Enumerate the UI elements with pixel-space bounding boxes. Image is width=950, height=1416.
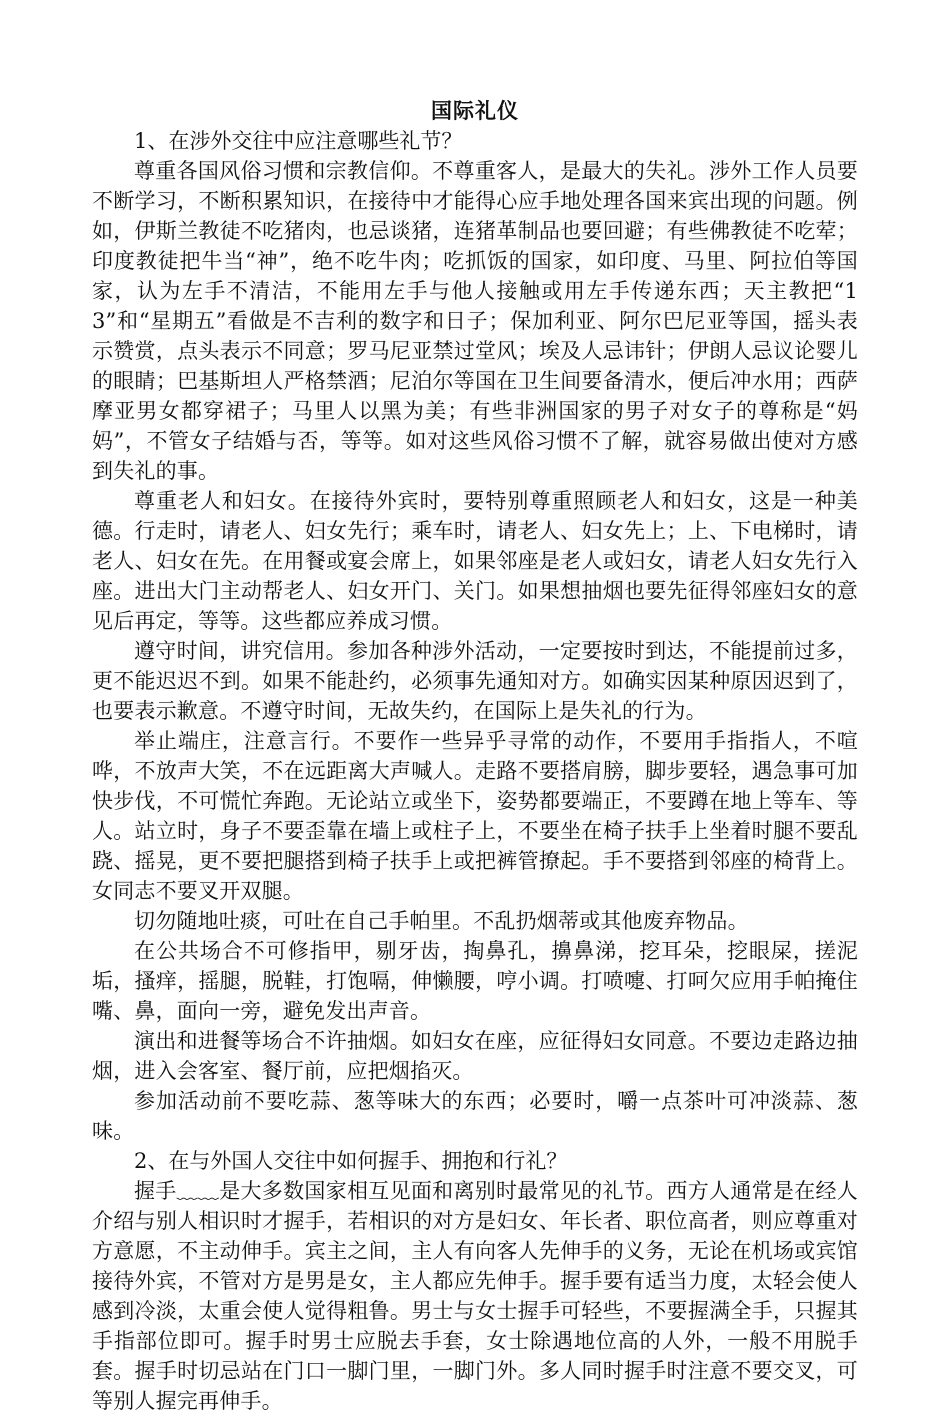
section-1-paragraph: 遵守时间，讲究信用。参加各种涉外活动，一定要按时到达，不能提前过多，更不能迟迟不到。如果不能赴约，必须事先通知对方。如确实因某种原因迟到了，也要表示歉意。不遵守时间，无故失约，在国际上是失礼的行为。 <box>92 639 858 723</box>
section-1-paragraph: 在公共场合不可修指甲，剔牙齿，掏鼻孔，擤鼻涕，挖耳朵，挖眼屎，搓泥垢，搔痒，摇腿，脱鞋，打饱嗝，伸懒腰，哼小调。打喷嚏、打呵欠应用手帕掩住嘴、鼻，面向一旁，避免发出声音。 <box>92 939 858 1023</box>
document-title: 国际礼仪 <box>431 98 519 123</box>
section-1-paragraph: 切勿随地吐痰，可吐在自己手帕里。不乱扔烟蒂或其他废弃物品。 <box>134 909 749 933</box>
section-1-paragraph: 举止端庄，注意言行。不要作一些异乎寻常的动作，不要用手指指人，不喧哗，不放声大笑，不在远距离大声喊人。走路不要搭肩膀，脚步要轻，遇急事可加快步伐，不可慌忙奔跑。无论站立或坐下，姿势都要端正，不要蹲在地上等车、等人。站立时，身子不要歪靠在墙上或柱子上，不要坐在椅子扶手上坐着时腿不要乱跷、摇晃，更不要把腿搭到椅子扶手上或把裤管撩起。手不要搭到邻座的椅背上。女同志不要叉开双腿。 <box>92 729 858 903</box>
section-1-paragraph: 尊重各国风俗习惯和宗教信仰。不尊重客人，是最大的失礼。涉外工作人员要不断学习，不断积累知识，在接待中才能得心应手地处理各国来宾出现的问题。例如，伊斯兰教徒不吃猪肉，也忌谈猪，连猪革制品也要回避；有些佛教徒不吃荤；印度教徒把牛当“神”，绝不吃牛肉；吃抓饭的国家，如印度、马里、阿拉伯等国家，认为左手不清洁，不能用左手与他人接触或用左手传递东西；天主教把“13”和“星期五”看做是不吉利的数字和日子；保加利亚、阿尔巴尼亚等国，摇头表示赞赏，点头表示不同意；罗马尼亚禁过堂风；埃及人忌讳针；伊朗人忌议论婴儿的眼睛；巴基斯坦人严格禁酒；尼泊尔等国在卫生间要备清水，便后冲水用；西萨摩亚男女都穿裙子；马里人以黑为美；有些非洲国家的男子对女子的尊称是“妈妈”，不管女子结婚与否，等等。如对这些风俗习惯不了解，就容易做出使对方感到失礼的事。 <box>92 159 858 483</box>
section-1-paragraph: 尊重老人和妇女。在接待外宾时，要特别尊重照顾老人和妇女，这是一种美德。行走时，请老人、妇女先行；乘车时，请老人、妇女先上；上、下电梯时，请老人、妇女在先。在用餐或宴会席上，如果邻座是老人或妇女，请老人妇女先行入座。进出大门主动帮老人、妇女开门、关门。如果想抽烟也要先征得邻座妇女的意见后再定，等等。这些都应养成习惯。 <box>92 489 858 633</box>
section-1-paragraph: 演出和进餐等场合不许抽烟。如妇女在座，应征得妇女同意。不要边走路边抽烟，进入会客室、餐厅前，应把烟掐灭。 <box>92 1029 858 1083</box>
section-1-heading: 1、在涉外交往中应注意哪些礼节？ <box>134 129 463 153</box>
section-1-paragraph: 参加活动前不要吃蒜、葱等味大的东西；必要时，嚼一点茶叶可冲淡蒜、葱味。 <box>92 1089 858 1143</box>
document-page <box>92 96 858 1416</box>
section-2-heading: 2、在与外国人交往中如何握手、拥抱和行礼？ <box>134 1149 568 1173</box>
section-2-paragraph: 握手﹏﹏是大多数国家相互见面和离别时最常见的礼节。西方人通常是在经人介绍与别人相识时才握手，若相识的对方是妇女、年长者、职位高者，则应尊重对方意愿，不主动伸手。宾主之间，主人有向客人先伸手的义务，无论在机场或宾馆接待外宾，不管对方是男是女，主人都应先伸手。握手要有适当力度，太轻会使人感到冷淡，太重会使人觉得粗鲁。男士与女士握手可轻些，不要握满全手，只握其手指部位即可。握手时男士应脱去手套，女士除遇地位高的人外，一般不用脱手套。握手时切忌站在门口一脚门里，一脚门外。多人同时握手时注意不要交叉，可等别人握完再伸手。 <box>92 1179 858 1413</box>
